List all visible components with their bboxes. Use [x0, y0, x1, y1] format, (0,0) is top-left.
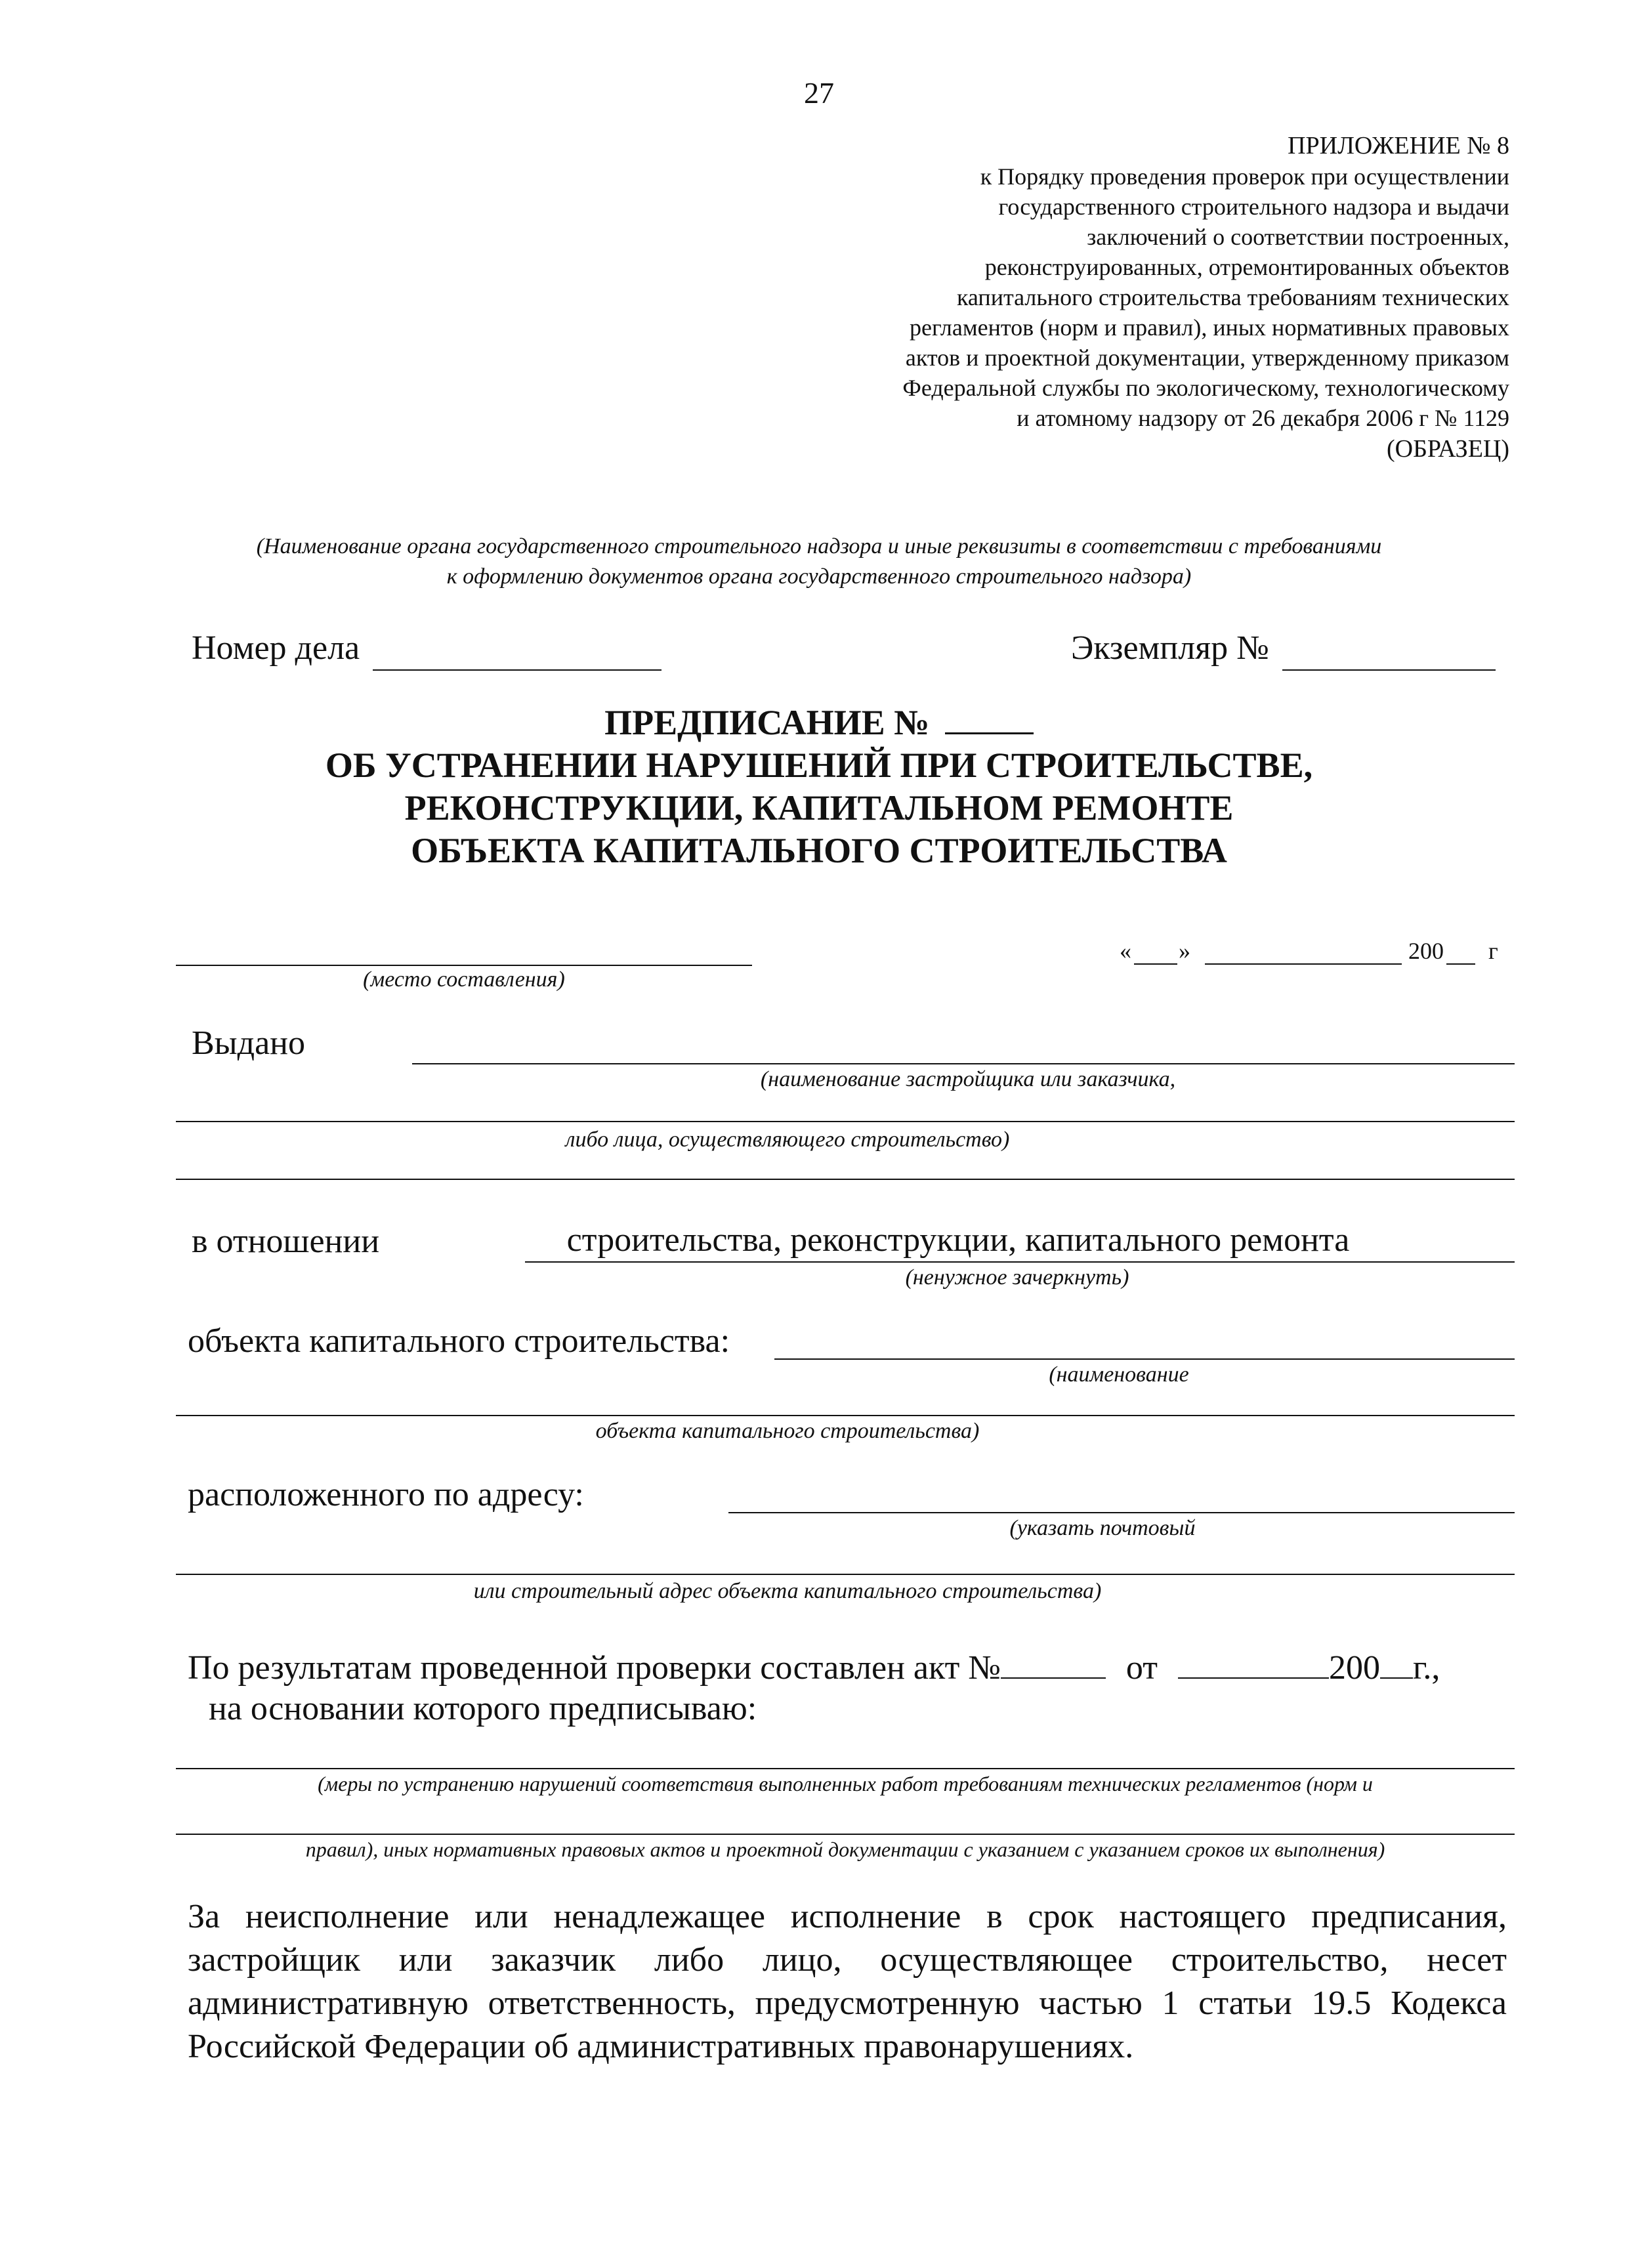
- act-date-field[interactable]: [1178, 1648, 1329, 1679]
- measures-caption: (меры по устранению нарушений соответствия выполненных работ требованиям технических регламентов (норм и: [318, 1772, 1373, 1796]
- address-label: расположенного по адресу:: [188, 1476, 584, 1513]
- issued-caption: (наименование застройщика или заказчика,: [760, 1067, 1176, 1091]
- relation-label: в отношении: [192, 1223, 380, 1260]
- organ-caption-line: к оформлению документов органа государственного строительного надзора): [446, 564, 1192, 589]
- measures-field[interactable]: [176, 1768, 1515, 1769]
- relation-value: строительства, реконструкции, капитального ремонта: [566, 1221, 1350, 1259]
- address-field[interactable]: [728, 1512, 1515, 1513]
- object-label: объекта капитального строительства:: [188, 1322, 730, 1360]
- title-line: РЕКОНСТРУКЦИИ, КАПИТАЛЬНОМ РЕМОНТЕ: [404, 788, 1234, 828]
- date-quote-open: «: [1120, 938, 1131, 964]
- appendix-line: Федеральной службы по экологическому, технологическому: [902, 375, 1509, 401]
- page-number: 27: [804, 76, 834, 110]
- document-title: [0, 701, 1638, 872]
- address-field-2[interactable]: [176, 1574, 1515, 1575]
- date-year-prefix: 200: [1408, 938, 1444, 964]
- results-year-suffix: г.,: [1412, 1649, 1440, 1687]
- order-number-field[interactable]: [945, 701, 1034, 734]
- organ-caption-line: (Наименование органа государственного строительного надзора и иные реквизиты в соответствии с требованиями: [256, 534, 1382, 558]
- case-number-field[interactable]: [373, 669, 662, 671]
- sample-label: (ОБРАЗЕЦ): [1386, 435, 1509, 463]
- issued-field-3[interactable]: [176, 1179, 1515, 1180]
- title-number-label: ПРЕДПИСАНИЕ №: [604, 703, 930, 742]
- appendix-line: регламентов (норм и правил), иных нормативных правовых: [909, 314, 1509, 341]
- object-field[interactable]: [774, 1358, 1515, 1360]
- appendix-line: государственного строительного надзора и выдачи: [998, 194, 1509, 220]
- copy-number-field[interactable]: [1282, 669, 1496, 671]
- organ-caption: [131, 532, 1507, 592]
- appendix-header: [722, 130, 1509, 465]
- results-act-label: По результатам проведенной проверки составлен акт №: [188, 1649, 1001, 1687]
- issued-field[interactable]: [412, 1063, 1515, 1064]
- appendix-line: к Порядку проведения проверок при осуществлении: [980, 163, 1509, 190]
- appendix-line: заключений о соответствии построенных,: [1087, 224, 1509, 250]
- title-line: [604, 701, 1034, 744]
- place-field[interactable]: [176, 965, 752, 966]
- issued-field-2[interactable]: [176, 1121, 1515, 1122]
- results-year-prefix: 200: [1328, 1649, 1380, 1687]
- case-number-label: Номер дела: [192, 629, 360, 667]
- address-caption: (указать почтовый: [1009, 1516, 1196, 1540]
- results-line-2: на основании которого предписываю:: [209, 1690, 757, 1727]
- copy-number-label: Экземпляр №: [1071, 629, 1269, 667]
- object-caption: (наименование: [1049, 1362, 1189, 1387]
- appendix-title: ПРИЛОЖЕНИЕ № 8: [1288, 132, 1509, 159]
- appendix-line: реконструированных, отремонтированных объектов: [984, 254, 1509, 280]
- place-caption: (место составления): [363, 967, 565, 992]
- relation-caption: (ненужное зачеркнуть): [905, 1265, 1129, 1290]
- object-caption-2: объекта капитального строительства): [595, 1419, 980, 1443]
- object-field-2[interactable]: [176, 1415, 1515, 1416]
- date-year-suffix: г: [1488, 938, 1498, 964]
- act-year-field[interactable]: [1380, 1648, 1413, 1679]
- address-caption-2: или строительный адрес объекта капитального строительства): [473, 1579, 1102, 1603]
- date-day-field[interactable]: [1134, 963, 1177, 965]
- results-from-label: от: [1125, 1649, 1158, 1687]
- title-line: ОБ УСТРАНЕНИИ НАРУШЕНИЙ ПРИ СТРОИТЕЛЬСТВЕ,: [325, 746, 1313, 785]
- appendix-line: капитального строительства требованиям технических: [956, 284, 1509, 310]
- results-line-1: [188, 1647, 1526, 1689]
- measures-field-2[interactable]: [176, 1834, 1515, 1835]
- appendix-line: актов и проектной документации, утвержденному приказом: [905, 345, 1509, 371]
- date-month-field[interactable]: [1205, 963, 1402, 965]
- title-line: ОБЪЕКТА КАПИТАЛЬНОГО СТРОИТЕЛЬСТВА: [411, 831, 1227, 870]
- issued-label: Выдано: [192, 1024, 305, 1062]
- liability-warning: За неисполнение или ненадлежащее исполнение в срок настоящего предписания, застройщик или заказчик либо лицо, осуществляющее строительство, несет административную ответственность, предусмотренную частью 1 статьи 19.5 Кодекса Российской Федерации об административных правонарушениях.: [188, 1898, 1507, 2065]
- act-number-field[interactable]: [1001, 1648, 1106, 1679]
- appendix-line: и атомному надзору от 26 декабря 2006 г № 1129: [1017, 405, 1509, 431]
- relation-field[interactable]: [525, 1261, 1515, 1263]
- date-year-field[interactable]: [1446, 963, 1475, 965]
- issued-caption-2: либо лица, осуществляющего строительство): [565, 1127, 1010, 1152]
- date-quote-close: »: [1179, 938, 1190, 964]
- measures-caption-2: правил), иных нормативных правовых актов и проектной документации с указанием с указанием сроков их выполнения): [305, 1838, 1385, 1861]
